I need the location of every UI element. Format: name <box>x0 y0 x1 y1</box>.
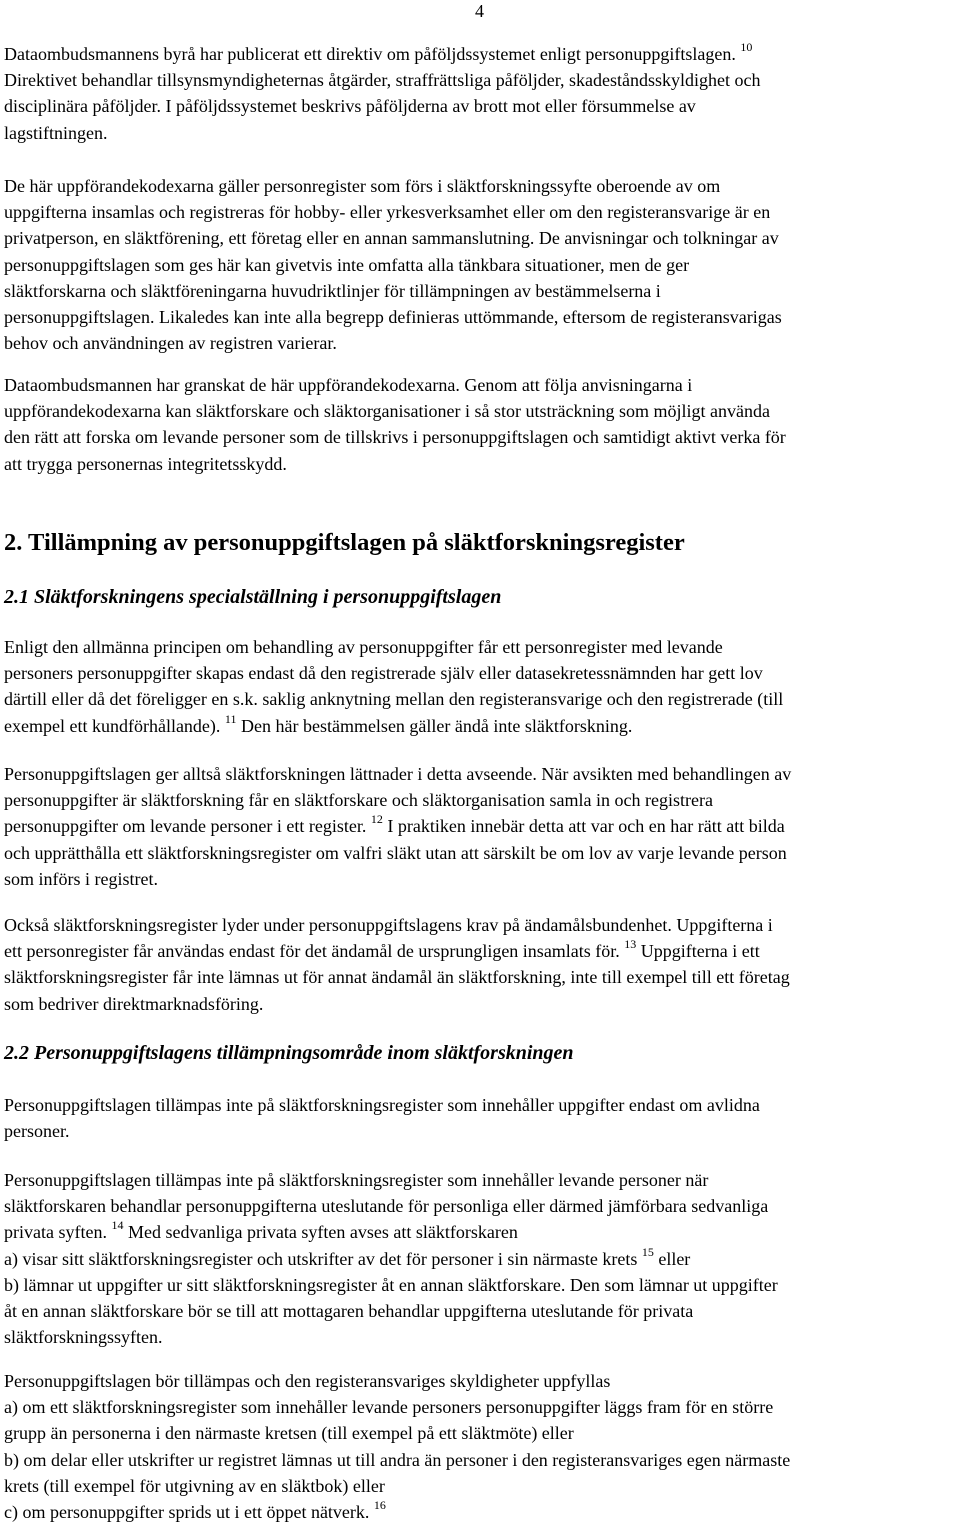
text-line: Dataombudsmannens byrå har publicerat ett direktiv om påföljdssystemet enligt personuppgiftslagen. $^{10}$ <box>4 40 753 64</box>
footnote-ref: 15 <box>641 1244 654 1259</box>
text-line: krets (till exempel för utgivning av en släktbok) eller <box>4 1475 385 1496</box>
paragraph-code-scope <box>4 173 958 356</box>
text-line: a) om ett släktforskningsregister som innehåller levande personers personuppgifter läggs fram för en större <box>4 1397 774 1418</box>
paragraph-general-principle <box>4 634 958 739</box>
text-line: åt en annan släktforskare bör se till att mottagaren behandlar uppgifterna uteslutande för privata <box>4 1301 694 1322</box>
text-line: behov och användningen av registren varierar. <box>4 333 337 354</box>
text-line: b) lämnar ut uppgifter ur sitt släktforskningsregister åt en annan släktforskare. Den som lämnar ut uppgifter <box>4 1274 778 1295</box>
text-line: b) om delar eller utskrifter ur registret lämnas ut till andra än personer i den registeransvariges egen närmaste <box>4 1449 791 1470</box>
text-line: lagstiftningen. <box>4 122 108 143</box>
text-line: släktforskningssyften. <box>4 1327 163 1348</box>
subsection-heading-2-1: 2.1 Släktforskningens specialställning i personuppgiftslagen <box>4 586 502 608</box>
footnote-ref: 11 <box>224 711 237 726</box>
text-line: uppgifterna insamlas och registreras för hobby- eller yrkesverksamhet eller om den registeransvarige är en <box>4 202 771 223</box>
text-line: uppförandekodexarna kan släktforskare och släktorganisationer i så stor utsträckning som möjligt använda <box>4 401 770 422</box>
footnote-ref: 12 <box>370 812 383 827</box>
text-line: Personuppgiftslagen tillämpas inte på släktforskningsregister som innehåller uppgifter endast om avlidna <box>4 1095 760 1115</box>
text-line: släktforskarna och släktföreningarna huvudriktlinjer för tillämpningen av bestämmelserna i <box>4 280 661 301</box>
text-line: därtill eller då det föreligger en s.k. saklig anknytning mellan den registeransvarige och den registrerade (till <box>4 689 784 710</box>
text-line: släktforskaren behandlar personuppgifterna uteslutande för personliga eller därmed jämförbara sedvanliga <box>4 1196 769 1217</box>
text-line: a) visar sitt släktforskningsregister och utskrifter av det för personer i sin närmaste krets $^{15}$ eller <box>4 1244 691 1269</box>
text-line: personers personuppgifter skapas endast då den registrerade själv eller datasekretessnämnden har gett lov <box>4 663 763 684</box>
text-line: disciplinära påföljder. I påföljdssystemet beskrivs påföljderna av brott mot eller försummelse av <box>4 96 696 117</box>
text-line: och upprätthålla ett släktforskningsregister om valfri släkt utan att särskilt be om lov av varje levande person <box>4 842 787 863</box>
footnote-ref: 10 <box>740 40 753 54</box>
text-line: personuppgifter är släktforskning får en släktforskare och släktorganisation samla in och registrera <box>4 790 713 811</box>
text-line: exempel ett kundförhållande). $^{11}$ Den här bestämmelsen gäller ändå inte släktforskning. <box>4 711 633 736</box>
paragraph-ombudsman-review <box>4 372 958 477</box>
footnote-ref: 13 <box>624 937 637 952</box>
paragraph-penalty-system <box>4 41 958 146</box>
text-line: Dataombudsmannen har granskat de här uppförandekodexarna. Genom att följa anvisningarna i <box>4 375 693 395</box>
text-line: den rätt att forska om levande personer som de tillskrivs i personuppgiftslagen och samtidigt aktivt verka för <box>4 427 786 448</box>
paragraph-relief <box>4 761 958 892</box>
text-line: grupp än personerna i den närmaste kretsen (till exempel på ett släktmöte) eller <box>4 1423 574 1444</box>
text-line: som bedriver direktmarknadsföring. <box>4 993 264 1014</box>
page-number: 4 <box>475 1 484 21</box>
text-line: De här uppförandekodexarna gäller personregister som förs i släktforskningssyfte oberoende av om <box>4 176 721 196</box>
text-line: släktforskningsregister får inte lämnas ut för annat ändamål än släktforskning, inte till exempel till ett företag <box>4 967 790 988</box>
footnote-ref: 14 <box>111 1218 124 1233</box>
text-line: att trygga personernas integritetsskydd. <box>4 453 287 474</box>
text-line: Enligt den allmänna principen om behandling av personuppgifter får ett personregister med levande <box>4 637 723 657</box>
text-line: Direktivet behandlar tillsynsmyndigheternas åtgärder, straffrättsliga påföljder, skadeståndsskyldighet och <box>4 70 761 91</box>
subsection-heading-2-2: 2.2 Personuppgiftslagens tillämpningsområde inom släktforskningen <box>4 1042 574 1064</box>
text-line: personuppgiftslagen som ges här kan givetvis inte omfatta alla tänkbara situationer, men de ger <box>4 254 690 275</box>
paragraph-deceased <box>4 1092 958 1144</box>
paragraph-obligations <box>4 1368 958 1525</box>
text-line: privatperson, en släktförening, ett företag eller en annan sammanslutning. De anvisningar och tolkningar av <box>4 228 779 249</box>
text-line: personuppgifter om levande personer i ett register. $^{12}$ I praktiken innebär detta att var och en har rätt att bilda <box>4 812 785 837</box>
text-line: Personuppgiftslagen ger alltså släktforskningen lättnader i detta avseende. När avsikten med behandlingen av <box>4 764 792 784</box>
text-line: c) om personuppgifter sprids ut i ett öppet nätverk. $^{16}$ <box>4 1498 386 1523</box>
text-line: som införs i registret. <box>4 868 158 889</box>
text-line: Personuppgiftslagen tillämpas inte på släktforskningsregister som innehåller levande personer när <box>4 1170 709 1190</box>
footnote-ref: 16 <box>373 1498 386 1513</box>
section-heading: 2. Tillämpning av personuppgiftslagen på släktforskningsregister <box>4 529 685 556</box>
text-line: Också släktforskningsregister lyder under personuppgiftslagens krav på ändamålsbundenhet. Uppgifterna i <box>4 915 773 935</box>
text-line: Personuppgiftslagen bör tillämpas och den registeransvariges skyldigheter uppfyllas <box>4 1371 611 1391</box>
paragraph-purpose-limitation <box>4 912 958 1017</box>
text-line: personer. <box>4 1121 70 1142</box>
text-line: privata syften. $^{14}$ Med sedvanliga privata syften avses att släktforskaren <box>4 1218 518 1243</box>
text-line: ett personregister får användas endast för det ändamål de ursprungligen insamlats för. $^{13}$ Uppgifterna i ett <box>4 937 760 962</box>
paragraph-private-purposes <box>4 1167 958 1350</box>
text-line: personuppgiftslagen. Likaledes kan inte alla begrepp definieras uttömmande, eftersom de registeransvarigas <box>4 307 782 328</box>
